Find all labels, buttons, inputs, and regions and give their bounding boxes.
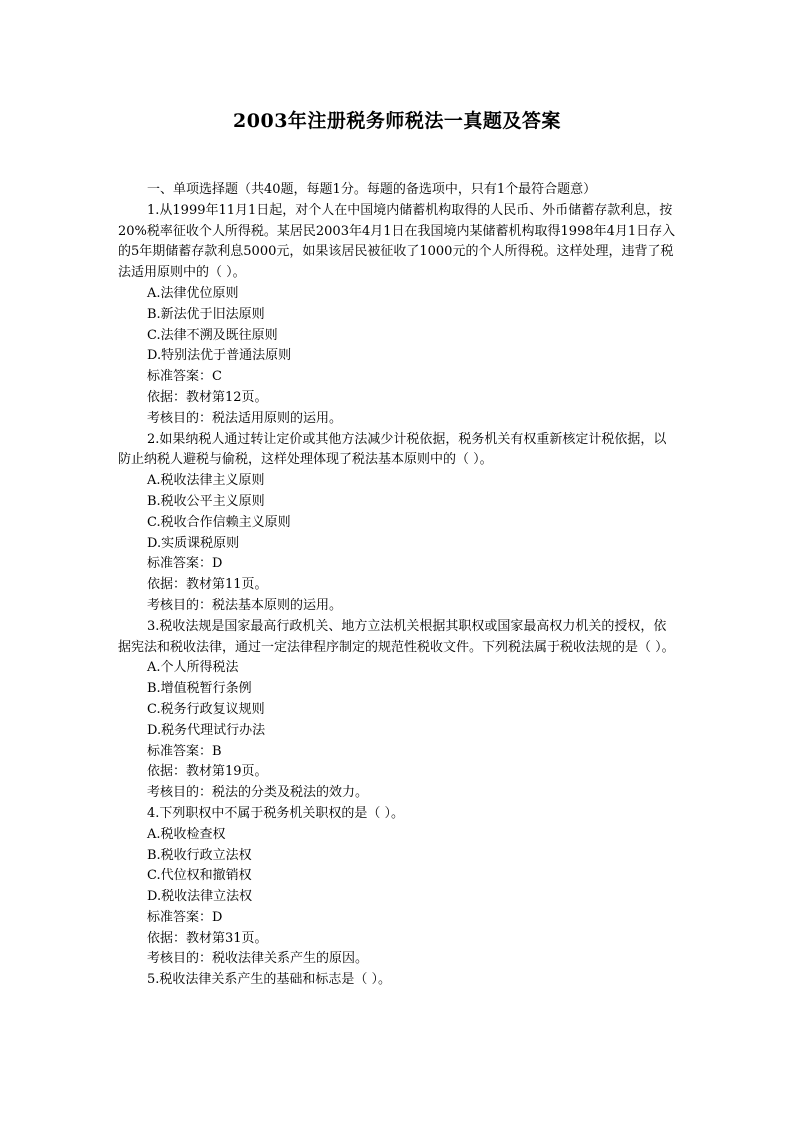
question-block	[118, 430, 678, 617]
option-item: D.税务代理试行办法	[147, 722, 266, 738]
document-body	[118, 180, 678, 991]
option-item: A.税收检查权	[147, 826, 226, 842]
option-item: C.代位权和撤销权	[147, 868, 252, 884]
question-stem: 3.税收法规是国家最高行政机关、地方立法机关根据其职权或国家最高权力机关的授权，依据宪法和税收法律，通过一定法律程序制定的规范性税收文件。下列税法属于税收法规的是（ ）。	[118, 618, 675, 655]
basis-line: 依据：教材第31页。	[147, 930, 268, 946]
option-item: A.个人所得税法	[147, 660, 239, 676]
question-stem: 1.从1999年11月1日起，对个人在中国境内储蓄机构取得的人民币、外币储蓄存款利息，按20%税率征收个人所得税。某居民2003年4月1日在我国境内某储蓄机构取得1998年4月1日存入的5年期储蓄存款利息5000元，如果该居民被征收了1000元的个人所得税。这样处理，违背了税法适用原则中的（ ）。	[118, 202, 676, 281]
question-block	[118, 201, 678, 430]
purpose-line: 考核目的：税法基本原则的运用。	[147, 597, 343, 613]
option-item: D.特别法优于普通法原则	[147, 348, 292, 364]
purpose-line: 考核目的：税收法律关系产生的原因。	[147, 951, 369, 967]
option-item: B.税收公平主义原则	[147, 493, 265, 509]
answer-line: 标准答案：C	[147, 369, 222, 385]
basis-line: 依据：教材第12页。	[147, 389, 268, 405]
question-block	[118, 804, 678, 970]
section-header: 一、单项选择题（共40题，每题1分。每题的备选项中，只有1个最符合题意）	[147, 182, 597, 197]
option-item: D.税收法律立法权	[147, 889, 253, 905]
question-stem: 5.税收法律关系产生的基础和标志是（ ）。	[147, 972, 392, 988]
option-item: A.税收法律主义原则	[147, 473, 265, 489]
option-item: D.实质课税原则	[147, 535, 240, 551]
purpose-line: 考核目的：税法的分类及税法的效力。	[147, 785, 369, 801]
answer-line: 标准答案：D	[147, 556, 223, 572]
option-item: A.法律优位原则	[147, 285, 239, 301]
option-item: B.税收行政立法权	[147, 847, 252, 863]
option-item: B.新法优于旧法原则	[147, 306, 265, 322]
question-stem: 2.如果纳税人通过转让定价或其他方法减少计税依据，税务机关有权重新核定计税依据，以防止纳税人避税与偷税，这样处理体现了税法基本原则中的（ ）。	[118, 431, 667, 468]
purpose-line: 考核目的：税法适用原则的运用。	[147, 410, 343, 426]
basis-line: 依据：教材第11页。	[147, 577, 268, 593]
basis-line: 依据：教材第19页。	[147, 764, 268, 780]
option-item: C.税收合作信赖主义原则	[147, 514, 291, 530]
answer-line: 标准答案：D	[147, 909, 223, 925]
question-stem: 4.下列职权中不属于税务机关职权的是（ ）。	[147, 805, 405, 821]
question-block	[118, 617, 678, 804]
option-item: B.增值税暂行条例	[147, 681, 252, 697]
option-item: C.法律不溯及既往原则	[147, 327, 278, 343]
option-item: C.税务行政复议规则	[147, 701, 265, 717]
answer-line: 标准答案：B	[147, 743, 222, 759]
document-title: 2003年注册税务师税法一真题及答案	[233, 110, 561, 132]
